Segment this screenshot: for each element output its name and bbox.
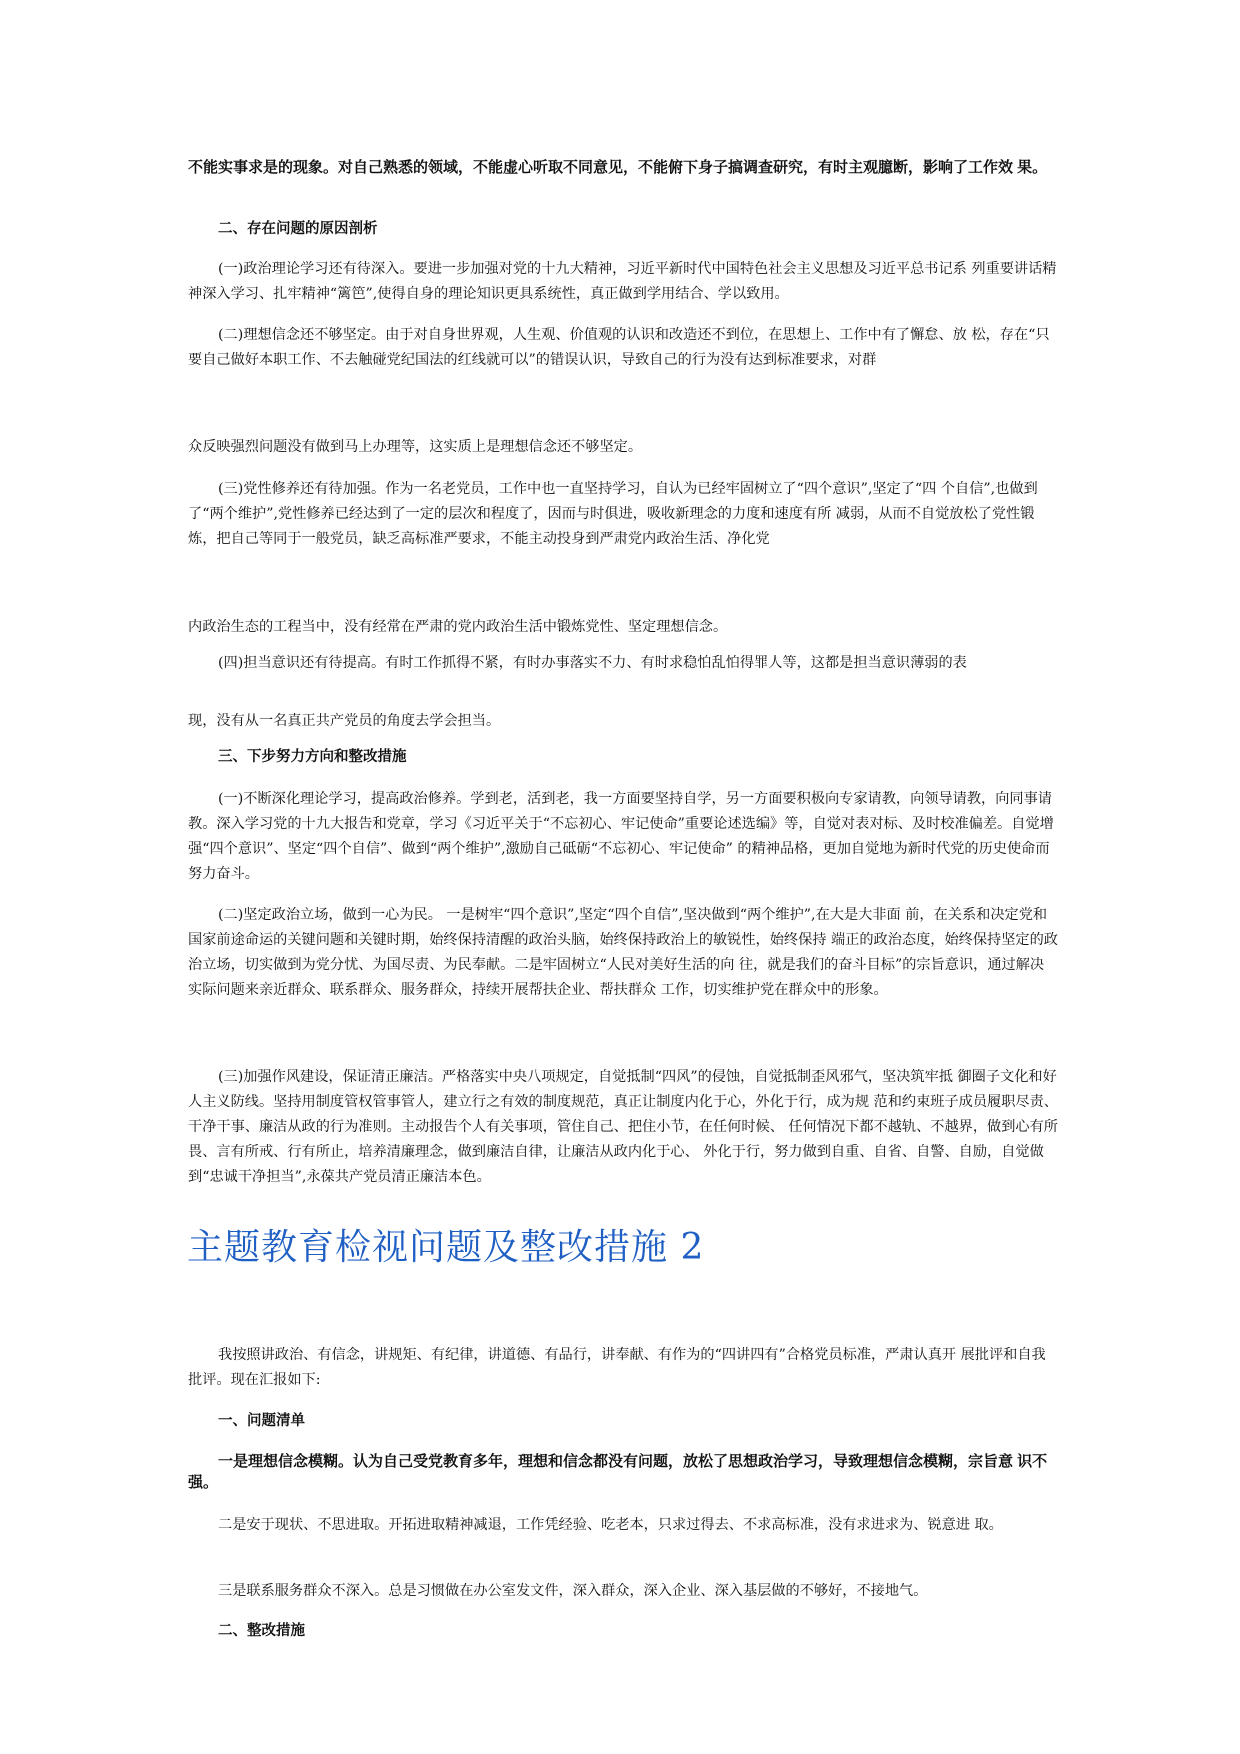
paragraph-issue-2: 二是安于现状、不思进取。开拓进取精神减退，工作凭经验、吃老本，只求过得去、不求高标准，没有求进求为、锐意进 取。 xyxy=(218,1517,1003,1533)
paragraph-reason-2-part2: 众反映强烈问题没有做到马上办理等，这实质上是理想信念还不够坚定。 xyxy=(188,439,643,455)
paragraph-reason-3-part2: 内政治生态的工程当中，没有经常在严肃的党内政治生活中锻炼党性、坚定理想信念。 xyxy=(188,619,728,635)
paragraph-reason-2-part1: (二)理想信念还不够坚定。由于对自身世界观，人生观、价值观的认识和改造还不到位，在思想上、工作中有了懈怠、放 松，存在“只要自己做好本职工作、不去触碰党纪国法的红线就可以”的错误认识，导致自己的行为没有达到标准要求，对群 xyxy=(188,327,1050,368)
paragraph-reason-1: (一)政治理论学习还有待深入。要进一步加强对党的十九大精神，习近平新时代中国特色社会主义思想及习近平总书记系 列重要讲话精神深入学习、扎牢精神“篱笆”,使得自身的理论知识更具系统性，真正做到学用结合、学以致用。 xyxy=(188,261,1057,302)
section-heading-measures: 三、下步努力方向和整改措施 xyxy=(218,749,407,765)
section-heading-issue-list: 一、问题清单 xyxy=(218,1413,305,1429)
paragraph-measure-1: (一)不断深化理论学习，提高政治修养。学到老，活到老，我一方面要坚持自学，另一方面要积极向专家请教，向领导请教，向同事请教。深入学习党的十九大报告和党章，学习《习近平关于“不忘初心、牢记使命”重要论述选编》等，自觉对表对标、及时校准偏差。自觉增强“四个意识”、坚定“四个自信”、做到“两个维护”,激励自己砥砺“不忘初心、牢记使命” 的精神品格，更加自觉地为新时代党的历史使命而努力奋斗。 xyxy=(188,791,1054,882)
paragraph-intro: 我按照讲政治、有信念，讲规矩、有纪律，讲道德、有品行，讲奉献、有作为的“四讲四有”合格党员标准，严肃认真开 展批评和自我批评。现在汇报如下: xyxy=(188,1347,1046,1388)
section-heading-cause-analysis: 二、存在问题的原因剖析 xyxy=(218,221,378,237)
paragraph-issue-3: 三是联系服务群众不深入。总是习惯做在办公室发文件，深入群众，深入企业、深入基层做的不够好，不接地气。 xyxy=(218,1583,928,1599)
section-heading-rectification: 二、整改措施 xyxy=(218,1623,305,1639)
paragraph-continued: 不能实事求是的现象。对自己熟悉的领域，不能虚心听取不同意见，不能俯下身子搞调查研究，有时主观臆断，影响了工作效 果。 xyxy=(188,159,1048,176)
paragraph-measure-2: (二)坚定政治立场，做到一心为民。 一是树牢“四个意识”,坚定“四个自信”,坚决做到“两个维护”,在大是大非面 前，在关系和决定党和国家前途命运的关键问题和关键时期，始终保持清醒的政治头脑，始终保持政治上的敏锐性，始终保持 端正的政治态度，始终保持坚定的政治立场，切实做到为党分忧、为国尽责、为民奉献。二是牢固树立“人民对美好生活的向 往，就是我们的奋斗目标”的宗旨意识，通过解决实际问题来亲近群众、联系群众、服务群众，持续开展帮扶企业、帮扶群众 工作，切实维护党在群众中的形象。 xyxy=(188,907,1058,998)
document-title-2: 主题教育检视问题及整改措施 2 xyxy=(187,1227,705,1268)
paragraph-issue-1: 一是理想信念模糊。认为自己受党教育多年，理想和信念都没有问题，放松了思想政治学习，导致理想信念模糊，宗旨意 识不强。 xyxy=(188,1453,1048,1491)
paragraph-reason-4-part1: (四)担当意识还有待提高。有时工作抓得不紧，有时办事落实不力、有时求稳怕乱怕得罪人等，这都是担当意识薄弱的表 xyxy=(218,655,967,671)
paragraph-reason-4-part2: 现，没有从一名真正共产党员的角度去学会担当。 xyxy=(188,713,501,729)
paragraph-measure-3: (三)加强作风建设，保证清正廉洁。严格落实中央八项规定，自觉抵制“四风”的侵蚀，自觉抵制歪风邪气，坚决筑牢抵 御圈子文化和好人主义防线。坚持用制度管权管事管人，建立行之有效的制度规范，真正让制度内化于心，外化于行，成为规 范和约束班子成员履职尽责、干净干事、廉洁从政的行为准则。主动报告个人有关事项，管住自己、把住小节，在任何时候、 任何情况下都不越轨、不越界，做到心有所畏、言有所戒、行有所止，培养清廉理念，做到廉洁自律，让廉洁从政内化于心、 外化于行，努力做到自重、自省、自警、自励，自觉做到“忠诚干净担当”,永葆共产党员清正廉洁本色。 xyxy=(188,1069,1058,1185)
paragraph-reason-3-part1: (三)党性修养还有待加强。作为一名老党员，工作中也一直坚持学习，自认为已经牢固树立了“四个意识”,坚定了“四 个自信”,也做到了“两个维护”,党性修养已经达到了一定的层次和程度了，因而与时俱进，吸收新理念的力度和速度有所 减弱，从而不自觉放松了党性锻炼，把自己等同于一般党员，缺乏高标准严要求，不能主动投身到严肃党内政治生活、净化党 xyxy=(188,481,1038,547)
